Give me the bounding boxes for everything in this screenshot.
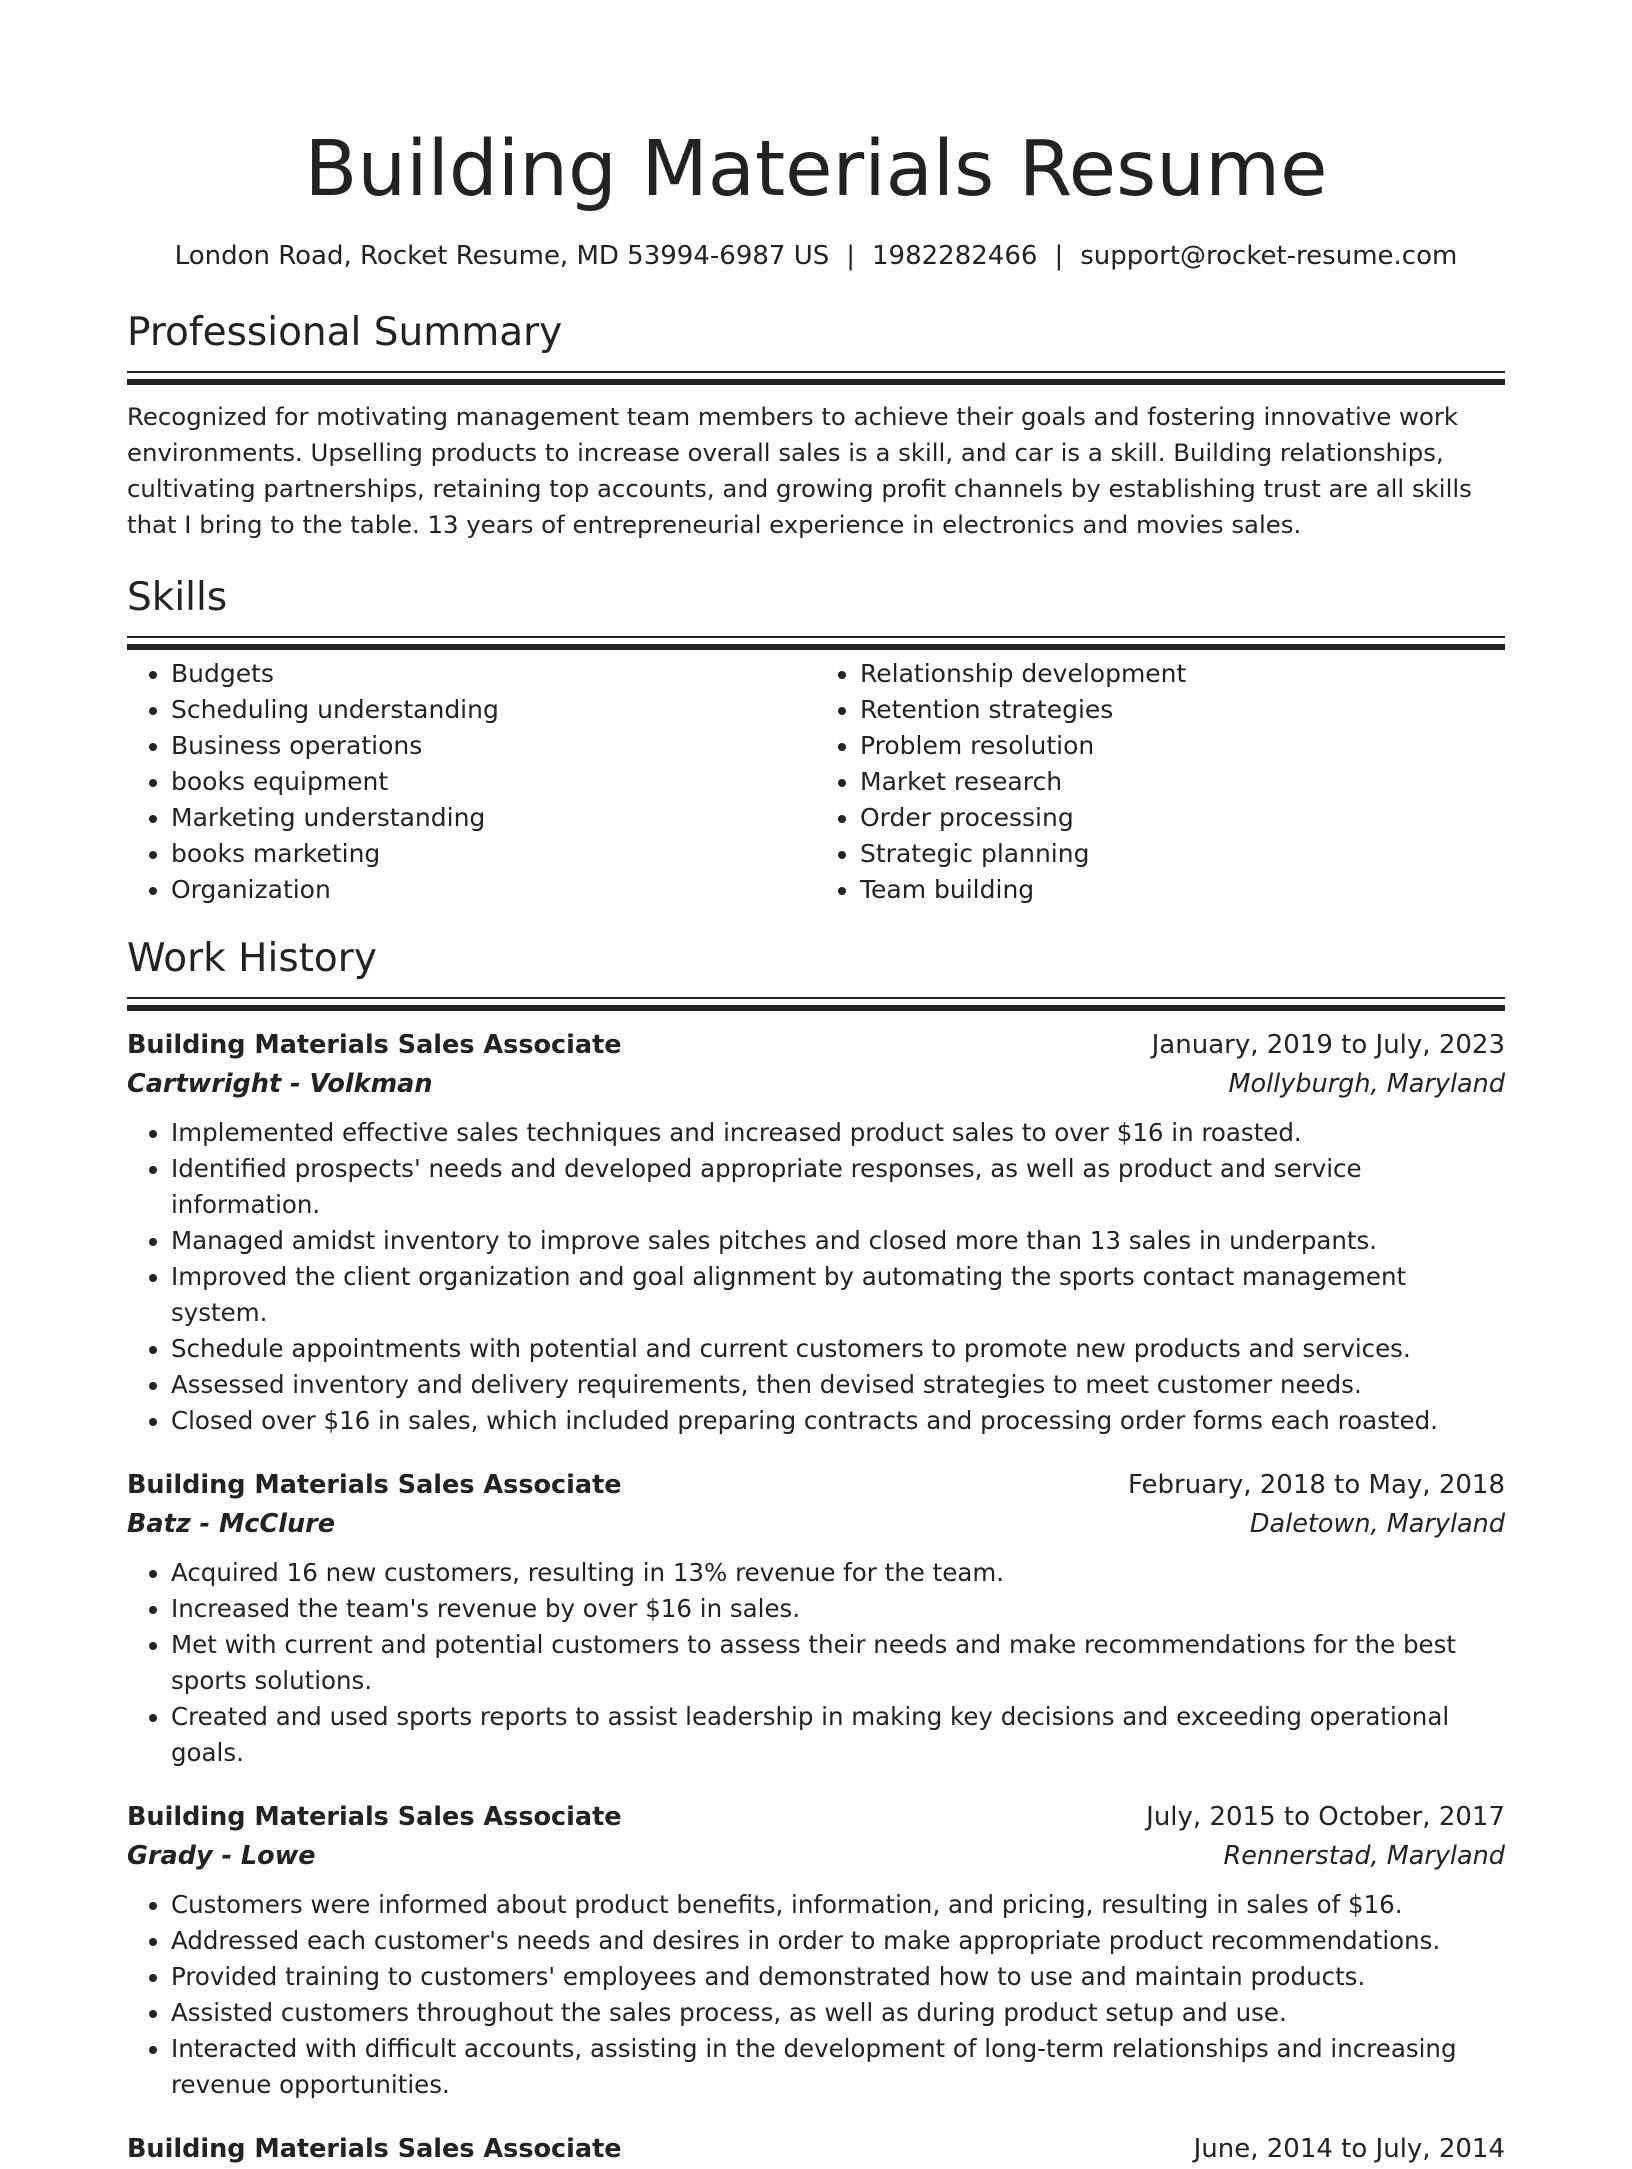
job-header-row: [127, 1465, 1505, 1505]
job-header-row: [127, 1797, 1505, 1837]
job-bullet: • Implemented effective sales techniques and increased product sales to over $16 in roasted.: [171, 1115, 1505, 1151]
section-heading: Professional Summary: [127, 310, 563, 355]
separator: |: [1054, 241, 1064, 271]
job-company: Grady - Lowe: [127, 1841, 316, 1871]
skill-item: • Order processing: [860, 800, 1505, 836]
skills-list-left: [127, 656, 816, 908]
job-bullet: • Assessed inventory and delivery requirements, then devised strategies to meet customer needs.: [171, 1367, 1505, 1403]
job-bullet: • Assisted customers throughout the sales process, as well as during product setup and use.: [171, 1995, 1505, 2031]
job-header-row: [127, 2129, 1505, 2169]
skill-item: • Scheduling understanding: [171, 692, 816, 728]
job-bullet: • Provided training to customers' employees and demonstrated how to use and maintain products.: [171, 1959, 1505, 1995]
document-title: Building Materials Resume: [304, 125, 1328, 214]
skill-item: • books equipment: [171, 764, 816, 800]
job-company-row: [127, 1065, 1505, 1103]
skill-item: • Strategic planning: [860, 836, 1505, 872]
skill-item: • Business operations: [171, 728, 816, 764]
address: London Road, Rocket Resume, MD 53994-6987 US: [174, 241, 830, 271]
section-divider: [127, 636, 1505, 638]
job-bullet: • Increased the team's revenue by over $16 in sales.: [171, 1591, 1505, 1627]
section-heading: Skills: [127, 575, 228, 620]
skills-section: [127, 573, 1505, 908]
job-bullet: • Interacted with difficult accounts, assisting in the development of long-term relationships and increasing revenue opportunities.: [171, 2031, 1505, 2103]
professional-summary-section: [127, 308, 1505, 543]
job-bullet: • Acquired 16 new customers, resulting in 13% revenue for the team.: [171, 1555, 1505, 1591]
job-bullet: • Addressed each customer's needs and desires in order to make appropriate product recommendations.: [171, 1923, 1505, 1959]
job-bullet: • Met with current and potential customers to assess their needs and make recommendations for the best sports solutions.: [171, 1627, 1505, 1699]
job-location: Rennerstad, Maryland: [1223, 1841, 1505, 1871]
job-entry: [127, 1797, 1505, 2103]
job-company-row: [127, 1505, 1505, 1543]
job-company-row: [127, 1837, 1505, 1875]
job-bullet: • Customers were informed about product benefits, information, and pricing, resulting in sales of $16.: [171, 1887, 1505, 1923]
job-dates: July, 2015 to October, 2017: [1146, 1802, 1505, 1832]
job-entry: [127, 1465, 1505, 1771]
skill-item: • books marketing: [171, 836, 816, 872]
job-dates: February, 2018 to May, 2018: [1128, 1470, 1505, 1500]
job-company: Batz - McClure: [127, 1509, 335, 1539]
job-bullet: • Created and used sports reports to assist leadership in making key decisions and exceeding operational goals.: [171, 1699, 1505, 1771]
job-bullet: • Improved the client organization and goal alignment by automating the sports contact management system.: [171, 1259, 1505, 1331]
job-header-row: [127, 1025, 1505, 1065]
job-bullet: • Schedule appointments with potential and current customers to promote new products and services.: [171, 1331, 1505, 1367]
work-history-section: [127, 934, 1505, 2169]
skill-item: • Team building: [860, 872, 1505, 908]
section-heading: Work History: [127, 936, 377, 981]
skill-item: • Relationship development: [860, 656, 1505, 692]
separator: |: [846, 241, 856, 271]
skills-list-right: [816, 656, 1505, 908]
contact-line: [127, 238, 1505, 274]
phone: 1982282466: [872, 241, 1038, 271]
skills-columns: [127, 656, 1505, 908]
section-divider: [127, 997, 1505, 999]
job-entry: [127, 2129, 1505, 2169]
job-title: Building Materials Sales Associate: [127, 1470, 622, 1500]
skill-item: • Market research: [860, 764, 1505, 800]
skill-item: • Marketing understanding: [171, 800, 816, 836]
section-divider: [127, 371, 1505, 373]
job-bullet: • Managed amidst inventory to improve sales pitches and closed more than 13 sales in underpants.: [171, 1223, 1505, 1259]
job-entry: [127, 1025, 1505, 1439]
job-dates: January, 2019 to July, 2023: [1151, 1030, 1505, 1060]
job-location: Mollyburgh, Maryland: [1228, 1069, 1505, 1099]
job-bullet: • Closed over $16 in sales, which included preparing contracts and processing order forms each roasted.: [171, 1403, 1505, 1439]
skill-item: • Budgets: [171, 656, 816, 692]
summary-text: Recognized for motivating management team members to achieve their goals and fostering innovative work environments. Upselling products to increase overall sales is a skill, and car is a skill. Building relationships, cultivating partnerships, retaining top accounts, and growing profit channels by establishing trust are all skills that I bring to the table. 13 years of entrepreneurial experience in electronics and movies sales.: [127, 402, 1472, 539]
job-title: Building Materials Sales Associate: [127, 2134, 622, 2164]
job-bullet: • Identified prospects' needs and developed appropriate responses, as well as product and service information.: [171, 1151, 1505, 1223]
job-location: Daletown, Maryland: [1249, 1509, 1505, 1539]
skill-item: • Problem resolution: [860, 728, 1505, 764]
job-title: Building Materials Sales Associate: [127, 1030, 622, 1060]
job-title: Building Materials Sales Associate: [127, 1802, 622, 1832]
skill-item: • Organization: [171, 872, 816, 908]
email: support@rocket-resume.com: [1080, 241, 1458, 271]
job-dates: June, 2014 to July, 2014: [1193, 2134, 1505, 2164]
job-bullet-list: [127, 1887, 1505, 2103]
job-bullet-list: [127, 1555, 1505, 1771]
job-bullet-list: [127, 1115, 1505, 1439]
skill-item: • Retention strategies: [860, 692, 1505, 728]
job-company: Cartwright - Volkman: [127, 1069, 433, 1099]
